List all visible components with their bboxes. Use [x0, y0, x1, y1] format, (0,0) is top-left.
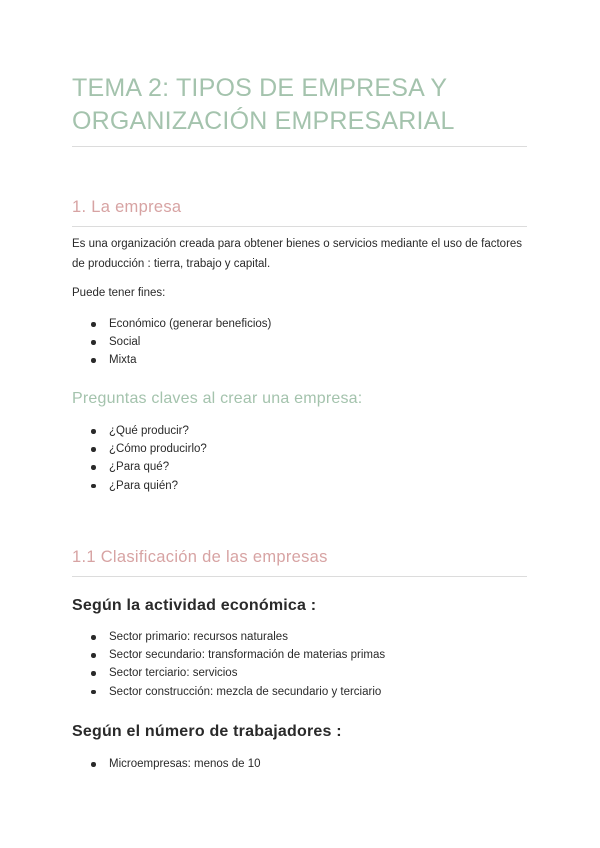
list-item: ¿Para quién?: [72, 477, 207, 495]
bullet-icon: [91, 322, 96, 327]
bullet-icon: [91, 429, 96, 434]
list-item: Microempresas: menos de 10: [72, 755, 260, 773]
preguntas-heading: Preguntas claves al crear una empresa:: [72, 390, 363, 407]
bullet-icon: [91, 465, 96, 470]
bullet-icon: [91, 358, 96, 363]
list-item: ¿Para qué?: [72, 458, 207, 476]
bullet-icon: [91, 340, 96, 345]
list-item: Sector secundario: transformación de materias primas: [72, 646, 385, 664]
list-item: Sector primario: recursos naturales: [72, 628, 385, 646]
section-heading-la-empresa: 1. La empresa: [72, 198, 182, 216]
fines-intro: Puede tener fines:: [72, 287, 166, 299]
title-divider: [72, 146, 527, 147]
preguntas-list: [72, 422, 207, 495]
bullet-icon: [91, 671, 96, 676]
list-item: Sector construcción: mezcla de secundario y terciario: [72, 683, 385, 701]
list-item: ¿Qué producir?: [72, 422, 207, 440]
list-item: ¿Cómo producirlo?: [72, 440, 207, 458]
actividad-list: [72, 628, 385, 701]
bullet-icon: [91, 484, 96, 489]
section-divider: [72, 576, 527, 577]
list-item: Económico (generar beneficios): [72, 315, 271, 333]
bullet-icon: [91, 653, 96, 658]
empresa-definition: Es una organización creada para obtener bienes o servicios mediante el uso de factores de producción : tierra, trabajo y capital.: [72, 238, 523, 270]
bullet-icon: [91, 635, 96, 640]
list-item: Mixta: [72, 351, 271, 369]
section-heading-clasificacion: 1.1 Clasificación de las empresas: [72, 548, 328, 566]
trabajadores-heading: Según el número de trabajadores :: [72, 723, 342, 740]
page-title: TEMA 2: TIPOS DE EMPRESA Y ORGANIZACIÓN EMPRESARIAL: [72, 74, 455, 135]
fines-list: [72, 315, 271, 370]
trabajadores-list: [72, 755, 260, 773]
section-divider: [72, 226, 527, 227]
actividad-heading: Según la actividad económica :: [72, 597, 317, 614]
list-item: Sector terciario: servicios: [72, 664, 385, 682]
bullet-icon: [91, 447, 96, 452]
list-item: Social: [72, 333, 271, 351]
bullet-icon: [91, 762, 96, 767]
bullet-icon: [91, 690, 96, 695]
